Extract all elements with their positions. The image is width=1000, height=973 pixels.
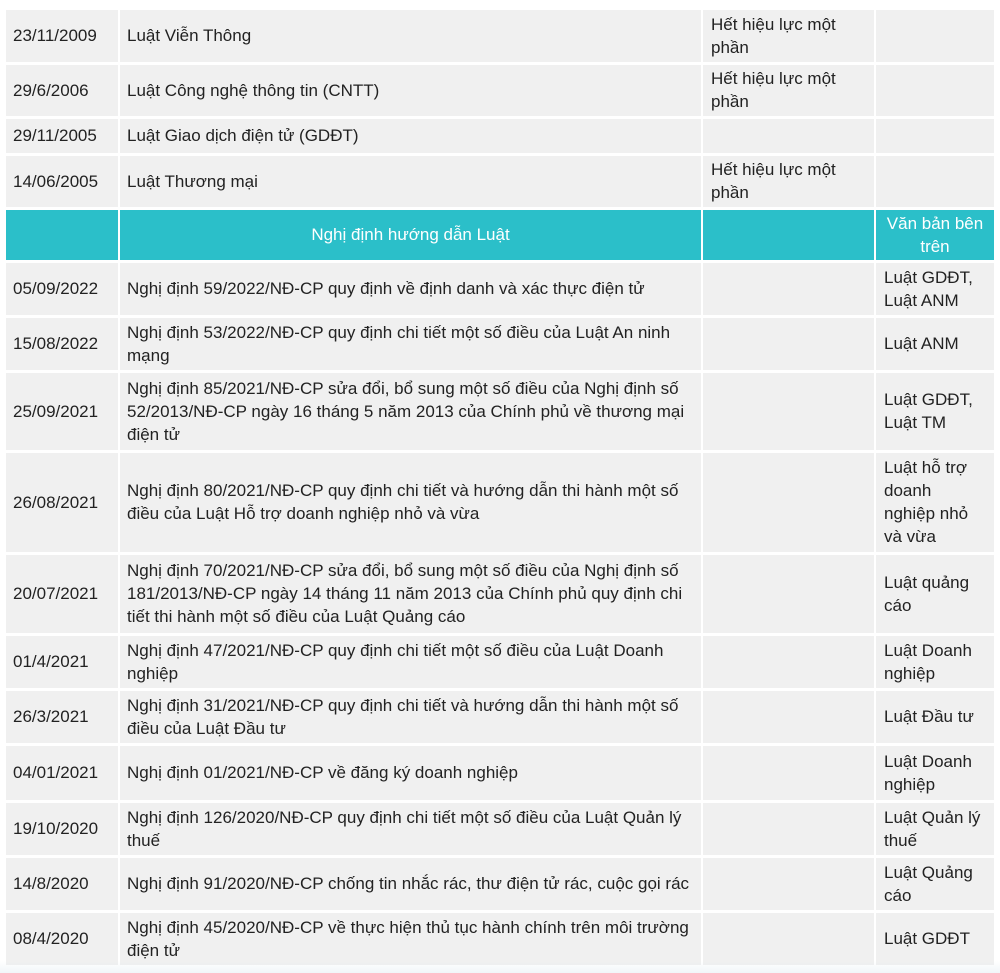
- table-row: [6, 634, 995, 689]
- header-empty-cell: [6, 208, 119, 261]
- status-cell: [702, 117, 875, 154]
- reference-cell: [875, 10, 995, 63]
- reference-cell: Luật GDĐT, Luật ANM: [875, 261, 995, 316]
- reference-cell: [875, 63, 995, 117]
- date-cell: 19/10/2020: [6, 801, 119, 856]
- document-name-cell: Nghị định 70/2021/NĐ-CP sửa đổi, bổ sung một số điều của Nghị định số 181/2013/NĐ-CP ngày 14 tháng 11 năm 2013 của Chính phủ quy định chi tiết thi hành một số điều của Luật Quảng cáo: [119, 553, 702, 634]
- document-name-cell: Nghị định 126/2020/NĐ-CP quy định chi tiết một số điều của Luật Quản lý thuế: [119, 801, 702, 856]
- status-cell: [702, 856, 875, 911]
- status-cell: [702, 634, 875, 689]
- date-cell: 05/09/2022: [6, 261, 119, 316]
- date-cell: 26/08/2021: [6, 451, 119, 553]
- document-name-cell: Luật Viễn Thông: [119, 10, 702, 63]
- table-row: [6, 63, 995, 117]
- table-row: [6, 553, 995, 634]
- date-cell: 15/08/2022: [6, 316, 119, 371]
- date-cell: 14/8/2020: [6, 856, 119, 911]
- header-empty-cell: [702, 208, 875, 261]
- reference-cell: Luật Quản lý thuế: [875, 801, 995, 856]
- reference-cell: Luật GDĐT: [875, 911, 995, 966]
- status-cell: [702, 801, 875, 856]
- document-name-cell: Luật Giao dịch điện tử (GDĐT): [119, 117, 702, 154]
- document-name-cell: Nghị định 01/2021/NĐ-CP về đăng ký doanh nghiệp: [119, 744, 702, 801]
- status-cell: [702, 553, 875, 634]
- section-title: Nghị định hướng dẫn Luật: [119, 208, 702, 261]
- reference-cell: Luật GDĐT, Luật TM: [875, 371, 995, 451]
- table-row: [6, 154, 995, 208]
- reference-column-header: Văn bản bên trên: [875, 208, 995, 261]
- reference-cell: Luật Đầu tư: [875, 689, 995, 744]
- reference-cell: Luật Doanh nghiệp: [875, 744, 995, 801]
- reference-cell: Luật Doanh nghiệp: [875, 634, 995, 689]
- table-row: [6, 117, 995, 154]
- document-name-cell: Nghị định 53/2022/NĐ-CP quy định chi tiết một số điều của Luật An ninh mạng: [119, 316, 702, 371]
- document-name-cell: Nghị định 85/2021/NĐ-CP sửa đổi, bổ sung một số điều của Nghị định số 52/2013/NĐ-CP ngày 16 tháng 5 năm 2013 của Chính phủ về thương mại điện tử: [119, 371, 702, 451]
- status-cell: [702, 451, 875, 553]
- document-name-cell: Luật Công nghệ thông tin (CNTT): [119, 63, 702, 117]
- date-cell: 08/4/2020: [6, 911, 119, 966]
- date-cell: 25/09/2021: [6, 371, 119, 451]
- reference-cell: Luật hỗ trợ doanh nghiệp nhỏ và vừa: [875, 451, 995, 553]
- status-cell: [702, 371, 875, 451]
- table-row: [6, 316, 995, 371]
- table-row: [6, 744, 995, 801]
- table-row: [6, 801, 995, 856]
- reference-cell: Luật quảng cáo: [875, 553, 995, 634]
- status-cell: Hết hiệu lực một phần: [702, 154, 875, 208]
- legal-documents-table: [6, 10, 996, 968]
- date-cell: 29/6/2006: [6, 63, 119, 117]
- status-cell: [702, 261, 875, 316]
- document-name-cell: Nghị định 59/2022/NĐ-CP quy định về định danh và xác thực điện tử: [119, 261, 702, 316]
- status-cell: Hết hiệu lực một phần: [702, 63, 875, 117]
- status-cell: Hết hiệu lực một phần: [702, 10, 875, 63]
- date-cell: 04/01/2021: [6, 744, 119, 801]
- table-row: [6, 451, 995, 553]
- table-row: [6, 261, 995, 316]
- document-name-cell: Nghị định 91/2020/NĐ-CP chống tin nhắc rác, thư điện tử rác, cuộc gọi rác: [119, 856, 702, 911]
- date-cell: 14/06/2005: [6, 154, 119, 208]
- bottom-fade-decoration: [0, 961, 1000, 973]
- reference-cell: Luật Quảng cáo: [875, 856, 995, 911]
- status-cell: [702, 744, 875, 801]
- status-cell: [702, 689, 875, 744]
- reference-cell: Luật ANM: [875, 316, 995, 371]
- document-name-cell: Nghị định 47/2021/NĐ-CP quy định chi tiết một số điều của Luật Doanh nghiệp: [119, 634, 702, 689]
- table-row: [6, 10, 995, 63]
- document-name-cell: Luật Thương mại: [119, 154, 702, 208]
- table-row: [6, 689, 995, 744]
- document-name-cell: Nghị định 45/2020/NĐ-CP về thực hiện thủ tục hành chính trên môi trường điện tử: [119, 911, 702, 966]
- reference-cell: [875, 154, 995, 208]
- status-cell: [702, 316, 875, 371]
- table-row: [6, 856, 995, 911]
- document-name-cell: Nghị định 80/2021/NĐ-CP quy định chi tiết và hướng dẫn thi hành một số điều của Luật Hỗ trợ doanh nghiệp nhỏ và vừa: [119, 451, 702, 553]
- date-cell: 01/4/2021: [6, 634, 119, 689]
- date-cell: 26/3/2021: [6, 689, 119, 744]
- section-header-row: [6, 208, 995, 261]
- date-cell: 29/11/2005: [6, 117, 119, 154]
- document-name-cell: Nghị định 31/2021/NĐ-CP quy định chi tiết và hướng dẫn thi hành một số điều của Luật Đầu tư: [119, 689, 702, 744]
- date-cell: 20/07/2021: [6, 553, 119, 634]
- status-cell: [702, 911, 875, 966]
- table-row: [6, 911, 995, 966]
- date-cell: 23/11/2009: [6, 10, 119, 63]
- reference-cell: [875, 117, 995, 154]
- table-row: [6, 371, 995, 451]
